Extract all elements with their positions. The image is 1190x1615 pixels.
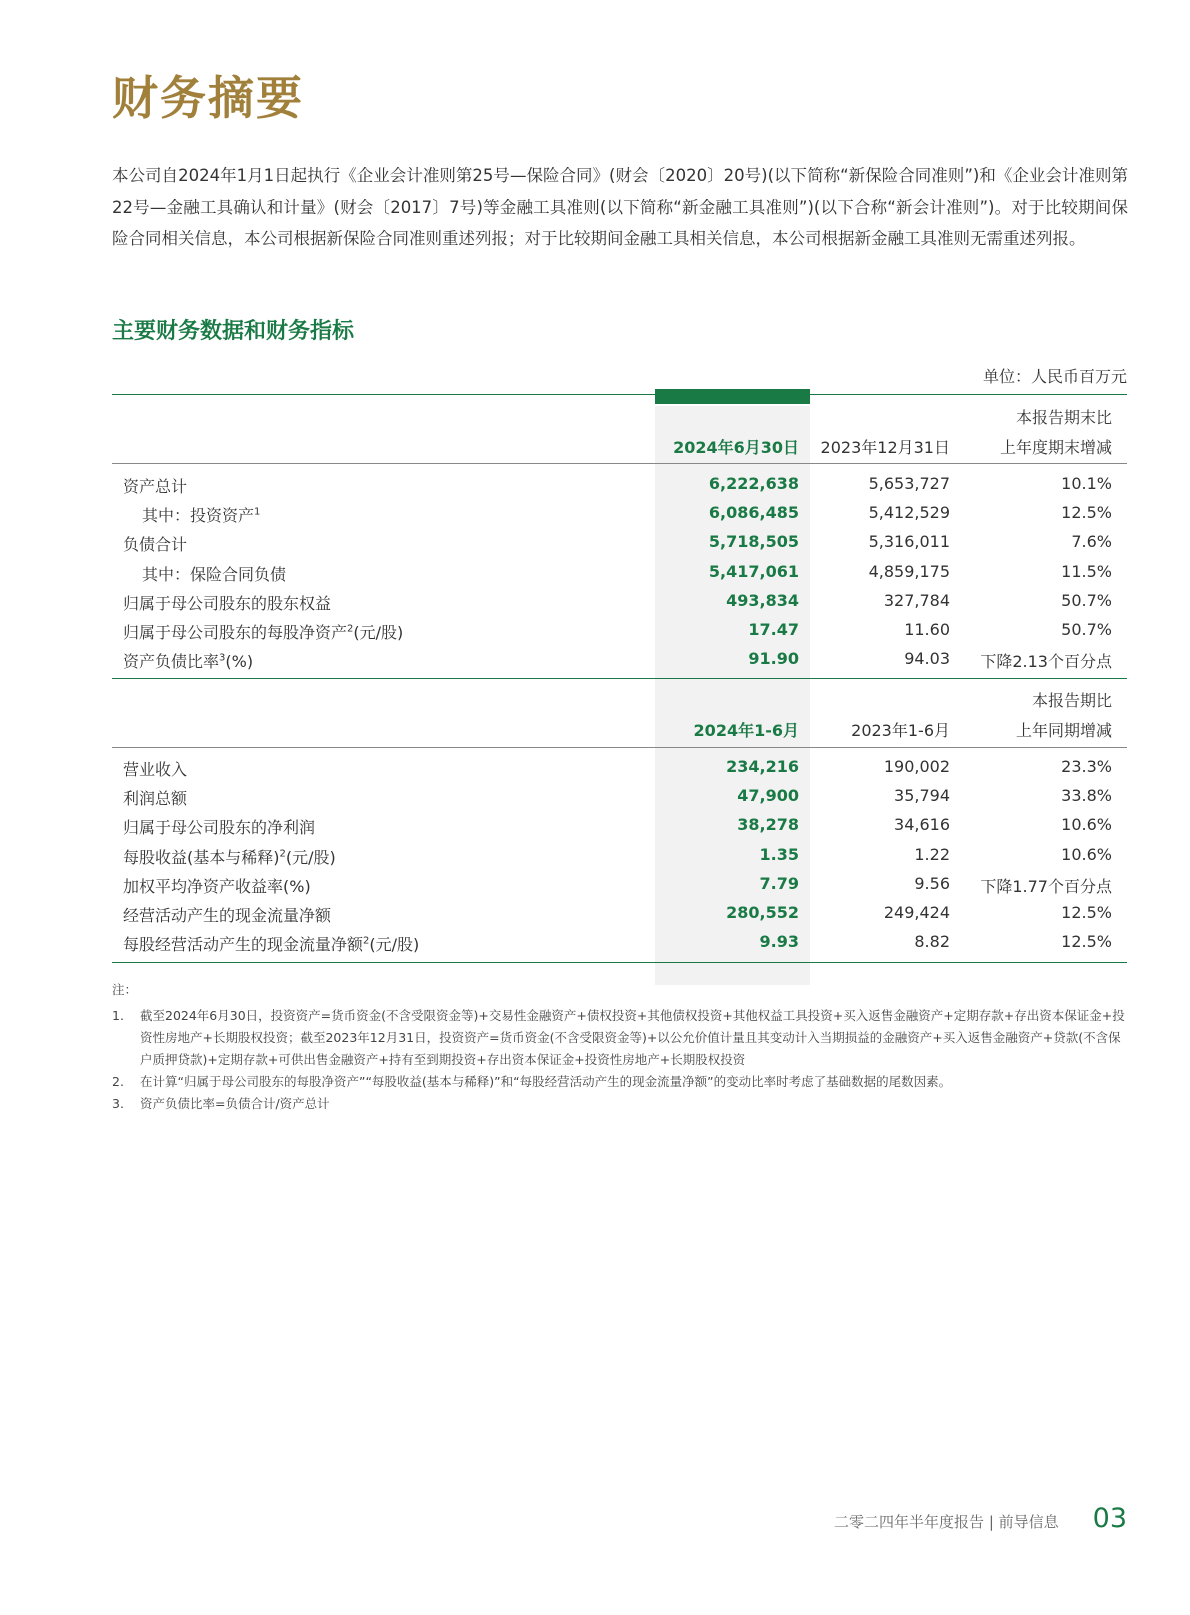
footnote-marker: 1 (254, 506, 261, 518)
previous-value: 4,859,175 (868, 561, 950, 581)
table-top-rule (112, 394, 1127, 395)
note-text: 在计算“归属于母公司股东的每股净资产”“每股收益(基本与稀释)”和“每股经营活动产生的现金流量净额”的变动比率时考虑了基础数据的尾数因素。 (140, 1074, 952, 1089)
page-footer (834, 1503, 1127, 1534)
change-value: 下降1.77个百分点 (980, 876, 1112, 896)
row-label (123, 815, 315, 838)
table1-header-change-line2: 上年度期末增减 (999, 438, 1112, 457)
table1-header-previous: 2023年12月31日 (820, 438, 950, 457)
financial-table (112, 389, 1127, 989)
table1-header-rule (112, 463, 1127, 464)
note-item (112, 1005, 1132, 1071)
row-label-text: 归属于母公司股东的股东权益 (123, 593, 332, 613)
row-label-text: 利润总额 (123, 789, 188, 809)
row-label-text: 每股经营活动产生的现金流量净额 (123, 935, 364, 955)
previous-value: 5,653,727 (868, 474, 950, 493)
row-label-unit: (元/股) (285, 847, 336, 867)
previous-value: 11.60 (904, 620, 950, 639)
previous-value: 327,784 (883, 590, 950, 610)
table2-header-previous: 2023年1-6月 (851, 721, 950, 740)
row-label-text: 其中：保险合同负债 (142, 564, 287, 584)
row-label (123, 786, 187, 809)
row-label-text: 其中：投资资产 (142, 506, 255, 526)
row-label-unit: (%) (225, 652, 254, 672)
current-value: 17.47 (748, 620, 799, 639)
change-value: 50.7% (1061, 620, 1112, 639)
footnote-marker: 2 (279, 848, 286, 860)
current-value: 5,417,061 (708, 561, 799, 581)
row-label (123, 474, 187, 497)
change-value: 10.6% (1061, 844, 1112, 864)
row-label (123, 903, 331, 926)
row-label (123, 932, 419, 955)
row-label (142, 503, 260, 526)
notes-list (112, 1005, 1132, 1115)
row-label-text: 营业收入 (123, 760, 188, 779)
change-value: 12.5% (1061, 903, 1112, 922)
footnote-marker: 3 (219, 652, 226, 664)
current-value: 47,900 (737, 786, 799, 806)
change-value: 7.6% (1071, 532, 1112, 552)
current-value: 38,278 (737, 815, 799, 835)
footnote-marker: 2 (363, 935, 370, 947)
row-label-text: 加权平均净资产收益率(%) (123, 876, 311, 896)
row-label (123, 591, 331, 614)
table-section-rule (112, 678, 1127, 679)
table1-header-current: 2024年6月30日 (673, 438, 799, 457)
current-period-tab (655, 389, 810, 404)
previous-value: 5,412,529 (868, 503, 950, 523)
row-label-text: 资产负债比率 (123, 652, 220, 672)
row-label-unit: (元/股) (369, 935, 420, 955)
intro-paragraph: 本公司自2024年1月1日起执行《企业会计准则第25号—保险合同》(财会〔2020〕20号)(以下简称“新保险合同准则”)和《企业会计准则第22号—金融工具确认和计量》(财会〔2017〕7号)等金融工具准则(以下简称“新金融工具准则”)(以下合称“新会计准则”)。对于比较期间保险合同相关信息，本公司根据新保险合同准则重述列报；对于比较期间金融工具相关信息，本公司根据新金融工具准则无需重述列报。 (112, 166, 1128, 248)
current-value: 7.79 (759, 873, 799, 893)
row-label-text: 经营活动产生的现金流量净额 (123, 906, 332, 925)
row-label (123, 620, 403, 643)
change-value: 33.8% (1061, 786, 1112, 806)
table2-header-change-line2: 上年同期增减 (1015, 721, 1112, 740)
note-number: 2. (112, 1074, 124, 1089)
current-value: 9.93 (759, 932, 799, 952)
current-value: 5,718,505 (708, 532, 799, 552)
change-value: 11.5% (1061, 561, 1112, 581)
page-title: 财务摘要 (112, 71, 304, 125)
section-title: 主要财务数据和财务指标 (112, 319, 355, 344)
note-number: 3. (112, 1096, 124, 1111)
current-value: 280,552 (726, 903, 799, 922)
row-label-text: 归属于母公司股东的每股净资产 (123, 623, 348, 642)
table2-header-current: 2024年1-6月 (693, 721, 799, 740)
note-text: 截至2024年6月30日，投资资产=货币资金(不含受限资金等)+交易性金融资产+债权投资+其他债权投资+其他权益工具投资+买入返售金融资产+定期存款+存出资本保证金+投资性房地产+长期股权投资；截至2023年12月31日，投资资产=货币资金(不含受限资金等)+以公允价值计量且其变动计入当期损益的金融资产+买入返售金融资产+贷款(不含保户质押贷款)+定期存款+可供出售金融资产+持有至到期投资+存出资本保证金+投资性房地产+长期股权投资 (140, 1008, 1125, 1067)
change-value: 下降2.13个百分点 (980, 652, 1112, 672)
change-value: 10.6% (1061, 815, 1112, 835)
notes-section (112, 979, 1132, 1115)
change-value: 12.5% (1061, 503, 1112, 523)
previous-value: 1.22 (914, 844, 950, 864)
previous-value: 5,316,011 (868, 532, 950, 552)
row-label (123, 757, 187, 780)
row-label-text: 每股收益(基本与稀释) (123, 847, 280, 867)
change-value: 12.5% (1061, 932, 1112, 952)
row-label (123, 532, 187, 555)
row-label (123, 649, 253, 672)
change-value: 50.7% (1061, 590, 1112, 610)
unit-label: 单位：人民币百万元 (982, 367, 1127, 386)
row-label (123, 874, 311, 897)
previous-value: 34,616 (894, 815, 950, 835)
note-number: 1. (112, 1008, 124, 1023)
current-value: 6,222,638 (708, 474, 799, 493)
previous-value: 9.56 (914, 873, 950, 893)
row-label-text: 归属于母公司股东的净利润 (123, 818, 316, 838)
current-value: 234,216 (726, 757, 799, 776)
note-item (112, 1071, 1132, 1093)
row-label (123, 845, 336, 868)
table-bottom-rule (112, 962, 1127, 963)
current-value: 6,086,485 (708, 503, 799, 523)
note-item (112, 1093, 1132, 1115)
previous-value: 8.82 (914, 932, 950, 952)
previous-value: 190,002 (883, 757, 950, 776)
change-value: 10.1% (1061, 474, 1112, 493)
page-number: 03 (1092, 1503, 1127, 1534)
current-value: 91.90 (748, 649, 799, 669)
table2-header-rule (112, 747, 1127, 748)
current-value: 493,834 (726, 590, 799, 610)
footnote-marker: 2 (347, 623, 354, 635)
note-text: 资产负债比率=负债合计/资产总计 (140, 1096, 330, 1111)
row-label-text: 负债合计 (123, 535, 188, 555)
row-label-text: 资产总计 (123, 477, 188, 496)
previous-value: 94.03 (904, 649, 950, 669)
notes-heading: 注： (112, 982, 138, 997)
previous-value: 249,424 (883, 903, 950, 922)
change-value: 23.3% (1061, 757, 1112, 776)
current-value: 1.35 (759, 844, 799, 864)
table2-header-change-line1: 本报告期比 (1031, 691, 1112, 710)
previous-value: 35,794 (894, 786, 950, 806)
row-label-unit: (元/股) (353, 623, 404, 642)
footer-report-title: 二零二四年半年度报告 | 前导信息 (834, 1513, 1059, 1531)
row-label (142, 562, 286, 585)
table1-header-change-line1: 本报告期末比 (1015, 408, 1112, 427)
